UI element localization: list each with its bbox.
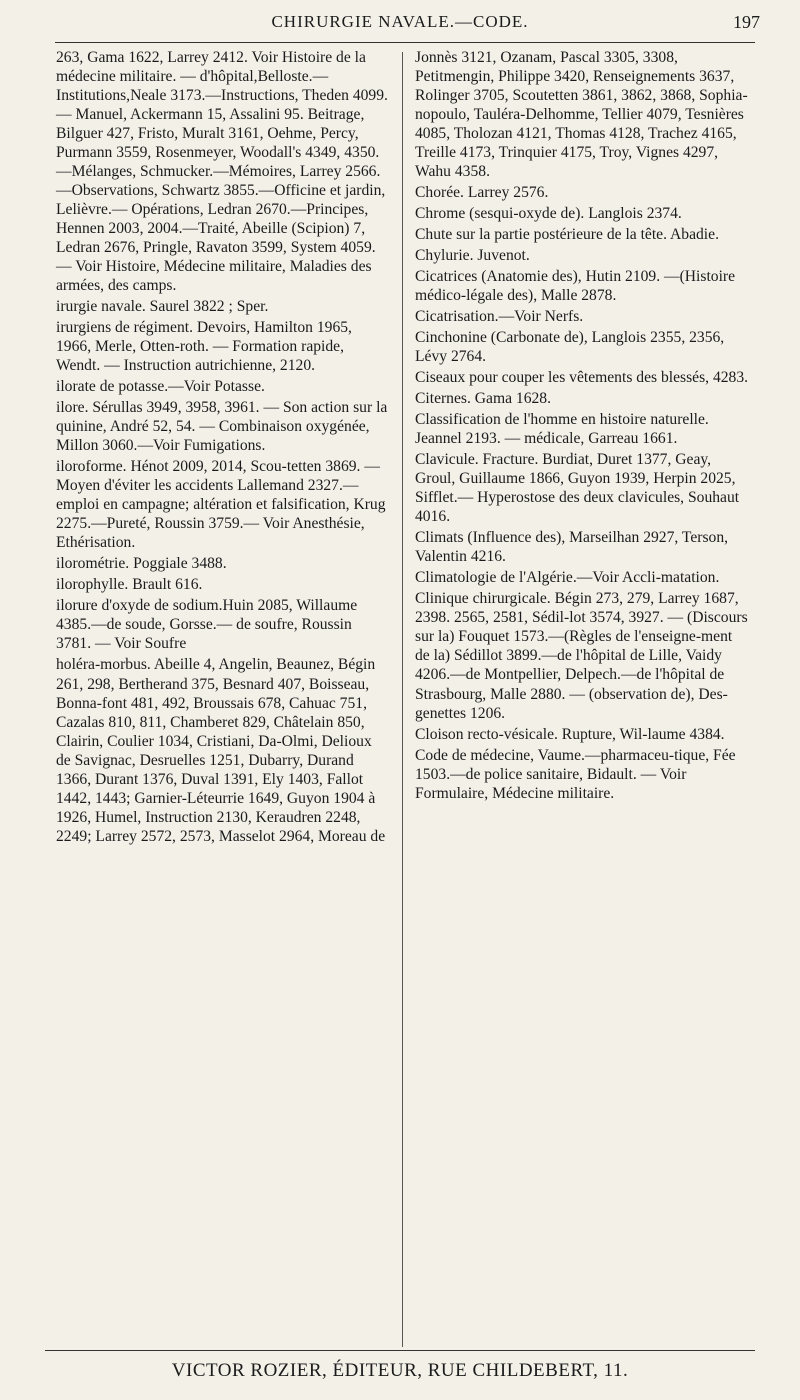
index-entry: Climats (Influence des), Marseilhan 2927, Terson, Valentin 4216. — [415, 529, 729, 566]
index-entry: Citernes. Gama 1628. — [415, 390, 551, 408]
index-entry: Cinchonine (Carbonate de), Langlois 2355, 2356, Lévy 2764. — [415, 329, 725, 366]
index-entry: Jonnès 3121, Ozanam, Pascal 3305, 3308, Petitmengin, Philippe 3420, Renseignements 3637, Rolinger 3705, Scoutetten 3861, 3862, 3868, Sophia-nopoulo, Tauléra-Delhomme, Tellier 4079, Tesnières 4085, Tholozan 4121, Thomas 4128, Trachez 4165, Treille 4173, Trinquier 4175, Troy, Vignes 4297, Wahu 4358. — [415, 49, 748, 181]
index-entry: holéra-morbus. Abeille 4, Angelin, Beaunez, Bégin 261, 298, Bertherand 375, Besnard 407, Boisseau, Bonna-font 481, 492, Broussais 678, Cahuac 751, Cazalas 810, 811, Chamberet 829, Châtelain 850, Clairin, Coulier 1034, Cristiani, Da-Olmi, Delioux de Savignac, Desruelles 1251, Dubarry, Durand 1366, Durant 1376, Duval 1391, Ely 1403, Fallot 1442, 1443; Garnier-Léteurrie 1649, Guyon 1904 à 1926, Humel, Instruction 2130, Keraudren 2248, 2249; Larrey 2572, 2573, Masselot 2964, Moreau de — [56, 656, 386, 845]
index-entry: Classification de l'homme en histoire naturelle. Jeannel 2193. — médicale, Garreau 1661. — [415, 411, 709, 448]
index-entry: Chorée. Larrey 2576. — [415, 184, 549, 202]
index-entry: Cloison recto-vésicale. Rupture, Wil-laume 4384. — [415, 725, 725, 743]
index-entry: ilorophylle. Brault 616. — [56, 576, 203, 594]
index-entry: Cicatrices (Anatomie des), Hutin 2109. —(Histoire médico-légale des), Malle 2878. — [415, 268, 736, 305]
left-column — [56, 48, 388, 846]
index-entry: Climatologie de l'Algérie.—Voir Accli-matation. — [415, 569, 720, 587]
right-column — [415, 48, 750, 803]
index-entry: irurgie navale. Saurel 3822 ; Sper. — [56, 298, 269, 316]
index-entry: Code de médecine, Vaume.—pharmaceu-tique, Fée 1503.—de police sanitaire, Bidault. — Voir Formulaire, Médecine militaire. — [415, 746, 736, 802]
index-entry: Chylurie. Juvenot. — [415, 247, 530, 265]
index-entry: Cicatrisation.—Voir Nerfs. — [415, 308, 584, 326]
index-entry: Chrome (sesqui-oxyde de). Langlois 2374. — [415, 205, 682, 223]
page-number: 197 — [733, 12, 760, 32]
footer-rule — [45, 1350, 755, 1351]
index-entry: Clinique chirurgicale. Bégin 273, 279, Larrey 1687, 2398. 2565, 2581, Sédil-lot 3574, 3927. — (Discours sur la) Fouquet 1573.—(Règles de l'enseigne-ment de la) Sédillot 3899.—de l'hôpital de Lille, Vaidy 4206.—de Montpellier, Delpech.—de l'hôpital de Strasbourg, Malle 2880. — (observation de), Des-genettes 1206. — [415, 590, 748, 722]
index-entry: 263, Gama 1622, Larrey 2412. Voir Histoire de la médecine militaire. — d'hôpital,Belloste.—Institutions,Neale 3173.—Instructions, Theden 4099. — Manuel, Ackermann 15, Assalini 95. Beitrage, Bilguer 427, Fristo, Muralt 3161, Oehme, Percy, Purmann 3559, Rosenmeyer, Woodall's 4349, 4350. —Mélanges, Schmucker.—Mémoires, Larrey 2566.—Observations, Schwartz 3855.—Officine et jardin, Lelièvre.— Opérations, Ledran 2670.—Principes, Hennen 2003, 2004.—Traité, Abeille (Scipion) 7, Ledran 2676, Pringle, Ravaton 3599, System 4059. — Voir Histoire, Médecine militaire, Maladies des armées, des camps. — [56, 49, 388, 295]
index-entry: Chute sur la partie postérieure de la tête. Abadie. — [415, 226, 719, 244]
index-entry: ilorométrie. Poggiale 3488. — [56, 555, 227, 573]
index-entry: Clavicule. Fracture. Burdiat, Duret 1377, Geay, Groul, Guillaume 1866, Guyon 1939, Herpin 2025, Sifflet.— Hyperostose des deux clavicules, Souhaut 4016. — [415, 451, 740, 526]
header-rule — [55, 42, 755, 43]
index-entry: Ciseaux pour couper les vêtements des blessés, 4283. — [415, 369, 749, 387]
index-entry: ilorate de potasse.—Voir Potasse. — [56, 378, 265, 396]
index-entry: ilore. Sérullas 3949, 3958, 3961. — Son action sur la quinine, André 52, 54. — Combinaison oxygénée, Millon 3060.—Voir Fumigations. — [56, 399, 388, 455]
index-entry: irurgiens de régiment. Devoirs, Hamilton 1965, 1966, Merle, Otten-roth. — Formation rapide, Wendt. — Instruction autrichienne, 2120. — [56, 319, 352, 375]
running-title: CHIRURGIE NAVALE.—CODE. — [271, 12, 529, 31]
column-divider — [402, 52, 403, 1347]
index-entry: iloroforme. Hénot 2009, 2014, Scou-tetten 3869. — Moyen d'éviter les accidents Lallemand 2327.—emploi en campagne; altération et falsification, Krug 2275.—Pureté, Roussin 3759.— Voir Anesthésie, Ethérisation. — [56, 458, 386, 552]
index-entry: ilorure d'oxyde de sodium.Huin 2085, Willaume 4385.—de soude, Gorsse.— de soufre, Roussin 3781. — Voir Soufre — [56, 597, 358, 653]
publisher-imprint: VICTOR ROZIER, ÉDITEUR, RUE CHILDEBERT, 11. — [171, 1360, 629, 1381]
